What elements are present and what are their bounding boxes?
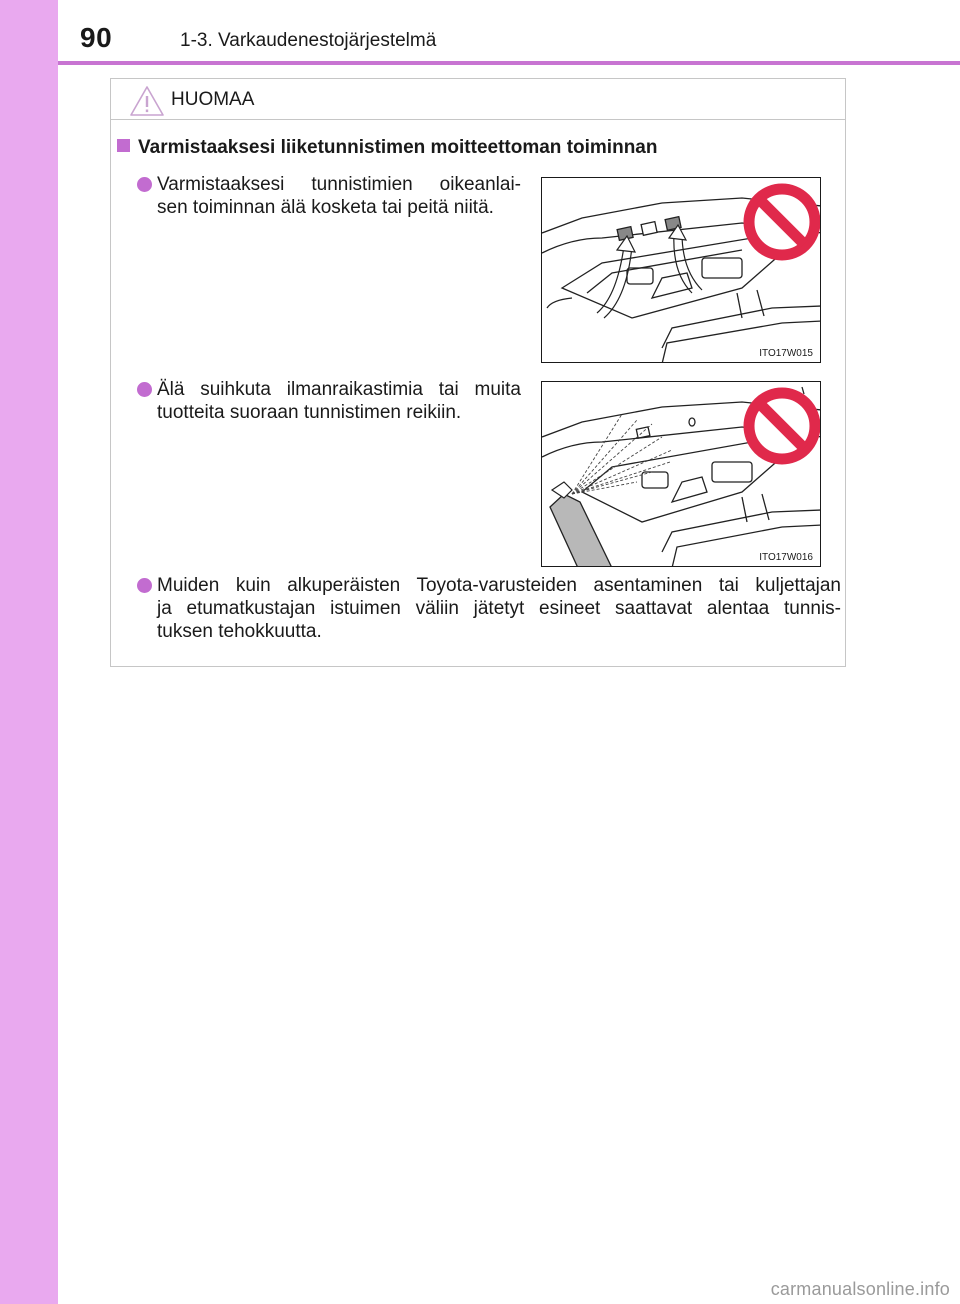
- figure-code: ITO17W016: [759, 552, 813, 563]
- notice-title: HUOMAA: [171, 89, 255, 110]
- item-1-line-2: sen toiminnan älä kosketa tai peitä niitä.: [157, 197, 494, 218]
- bullet-icon: [137, 382, 152, 397]
- notice-item-3: [157, 574, 841, 643]
- bullet-icon: [137, 177, 152, 192]
- notice-item-1: [157, 173, 521, 219]
- notice-subheading: [117, 137, 657, 159]
- item-3-line-3: tuksen tehokkuutta.: [157, 621, 322, 642]
- subheading-text: Varmistaaksesi liiketunnistimen moitteettoman toiminnan: [138, 137, 658, 158]
- section-title: 1-3. Varkaudenestojärjestelmä: [180, 30, 437, 51]
- item-3-line-1: Muiden kuin alkuperäisten Toyota-varusteiden asentaminen tai kuljettajan: [157, 575, 841, 596]
- spray-illustration: [542, 382, 821, 567]
- notice-item-2: [157, 378, 521, 424]
- side-strip: [0, 0, 58, 1304]
- page-number: 90: [80, 22, 113, 53]
- watermark: carmanualsonline.info: [770, 1279, 950, 1299]
- item-2-line-2: tuotteita suoraan tunnistimen reikiin.: [157, 402, 462, 423]
- item-2-line-1: Älä suihkuta ilmanraikastimia tai muita: [157, 379, 521, 400]
- figure-no-spray: [541, 381, 821, 567]
- notice-header: [111, 79, 845, 120]
- notice-box: [110, 78, 846, 667]
- overhead-console-illustration: [542, 178, 821, 363]
- header-divider: [58, 61, 960, 65]
- item-1-line-1: Varmistaaksesi tunnistimien oikeanlai-: [157, 174, 521, 195]
- item-3-line-2: ja etumatkustajan istuimen väliin jätetyt esineet saattavat alentaa tunnis-: [157, 598, 841, 619]
- figure-code: ITO17W015: [759, 348, 813, 359]
- bullet-icon: [137, 578, 152, 593]
- warning-triangle-icon: [129, 85, 165, 117]
- figure-sensor-touch: [541, 177, 821, 363]
- square-bullet-icon: [117, 139, 130, 152]
